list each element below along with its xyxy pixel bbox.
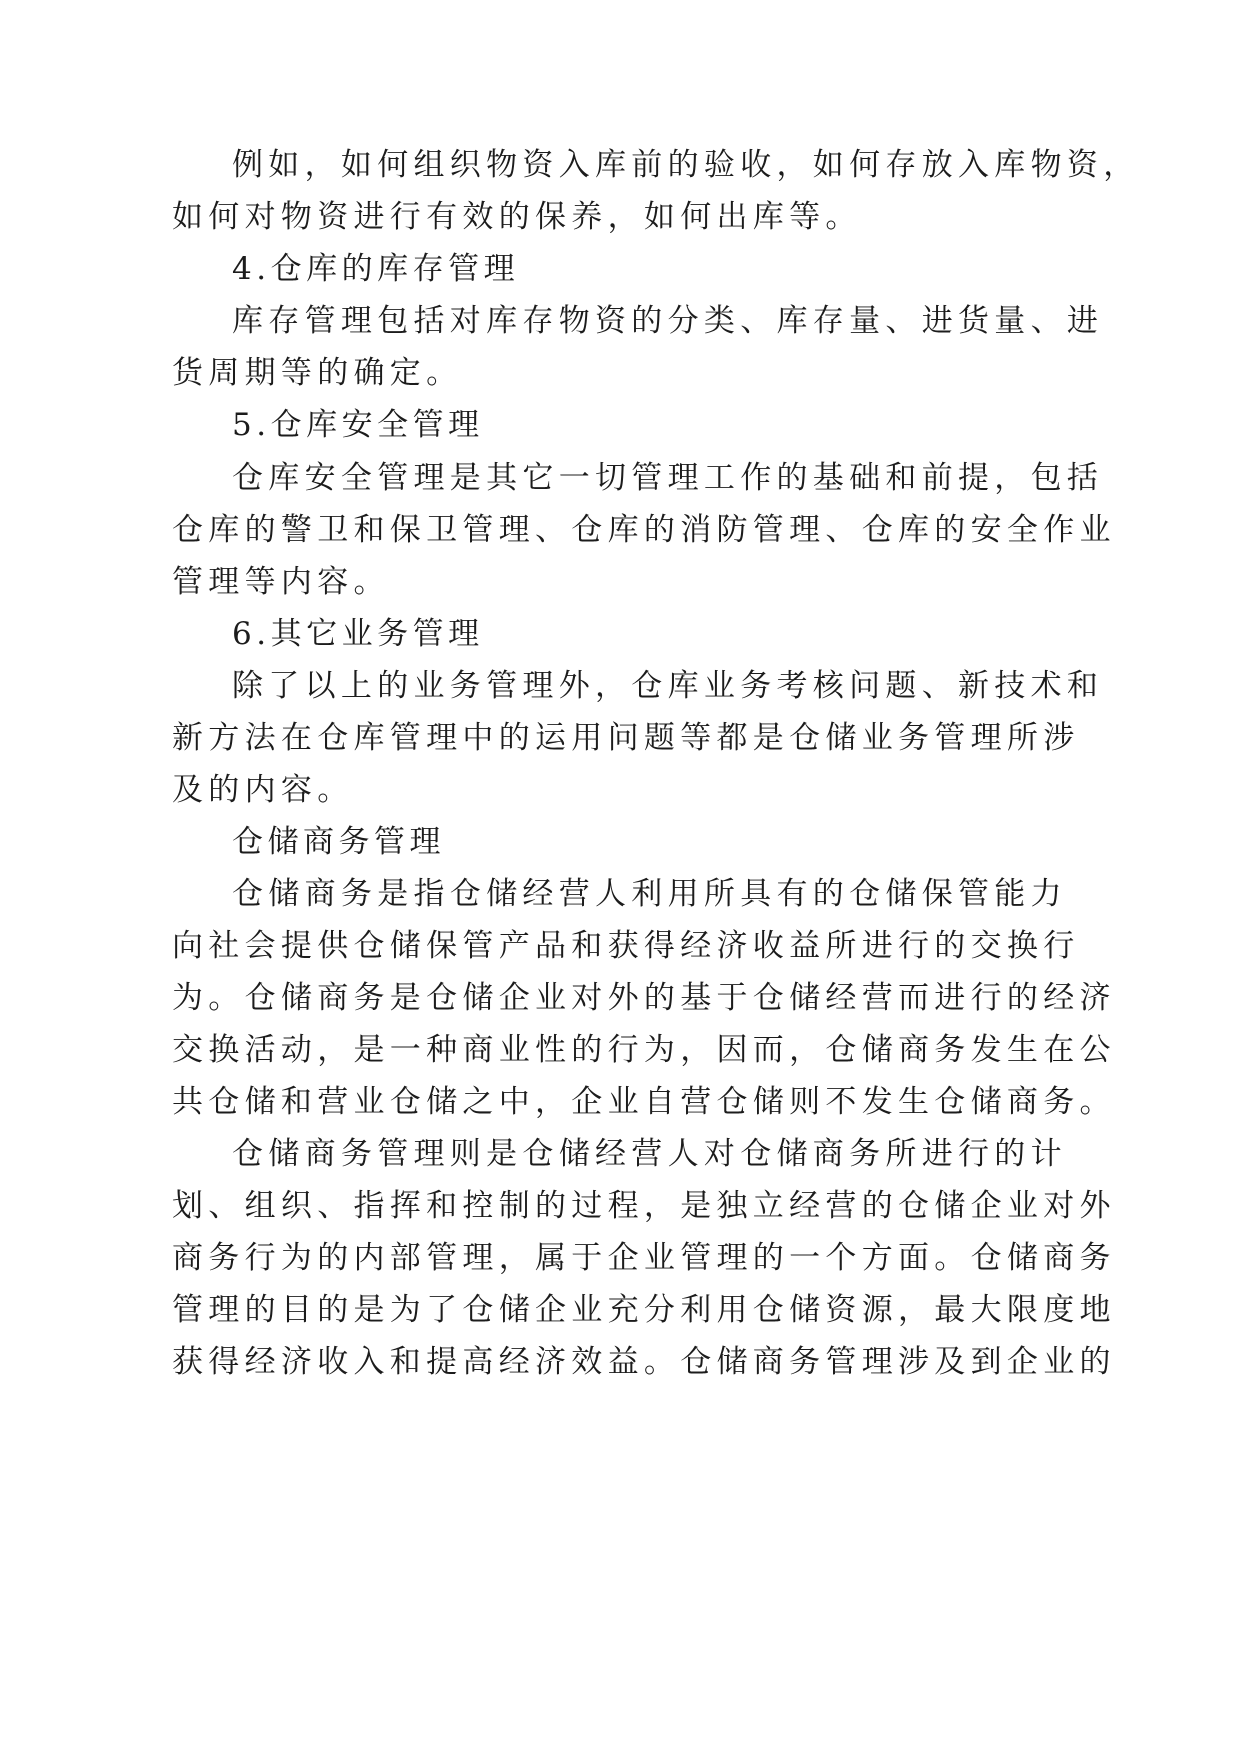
paragraph-line: 仓储商务管理则是仓储经营人对仓储商务所进行的计: [232, 1136, 1067, 1172]
paragraph-line: 新方法在仓库管理中的运用问题等都是仓储业务管理所涉: [172, 720, 1080, 756]
paragraph-line: 仓储商务是指仓储经营人利用所具有的仓储保管能力: [232, 876, 1067, 912]
paragraph-line: 划、组织、指挥和控制的过程，是独立经营的仓储企业对外: [172, 1188, 1116, 1224]
section-heading: 5.仓库安全管理: [232, 407, 484, 443]
paragraph-line: 为。仓储商务是仓储企业对外的基于仓储经营而进行的经济: [172, 980, 1116, 1016]
paragraph-line: 及的内容。: [172, 772, 354, 808]
paragraph-line: 如何对物资进行有效的保养，如何出库等。: [172, 199, 862, 235]
paragraph-line: 库存管理包括对库存物资的分类、库存量、进货量、进: [232, 303, 1104, 339]
paragraph-line: 商务行为的内部管理，属于企业管理的一个方面。仓储商务: [172, 1240, 1116, 1276]
paragraph-line: 除了以上的业务管理外，仓库业务考核问题、新技术和: [232, 668, 1104, 704]
paragraph-line: 货周期等的确定。: [172, 355, 463, 391]
paragraph-line: 获得经济收入和提高经济效益。仓储商务管理涉及到企业的: [172, 1344, 1116, 1380]
paragraph-line: 仓库安全管理是其它一切管理工作的基础和前提，包括: [232, 460, 1104, 496]
paragraph-line: 交换活动，是一种商业性的行为，因而，仓储商务发生在公: [172, 1032, 1116, 1068]
paragraph-line: 共仓储和营业仓储之中，企业自营仓储则不发生仓储商务。: [172, 1084, 1116, 1120]
paragraph-line: 管理等内容。: [172, 564, 390, 600]
paragraph-line: 例如，如何组织物资入库前的验收，如何存放入库物资，: [232, 147, 1140, 183]
section-heading: 仓储商务管理: [232, 824, 445, 860]
paragraph-line: 管理的目的是为了仓储企业充分利用仓储资源，最大限度地: [172, 1292, 1116, 1328]
section-heading: 6.其它业务管理: [232, 616, 484, 652]
paragraph-line: 向社会提供仓储保管产品和获得经济收益所进行的交换行: [172, 928, 1080, 964]
paragraph-line: 仓库的警卫和保卫管理、仓库的消防管理、仓库的安全作业: [172, 512, 1116, 548]
section-heading: 4.仓库的库存管理: [232, 251, 520, 287]
